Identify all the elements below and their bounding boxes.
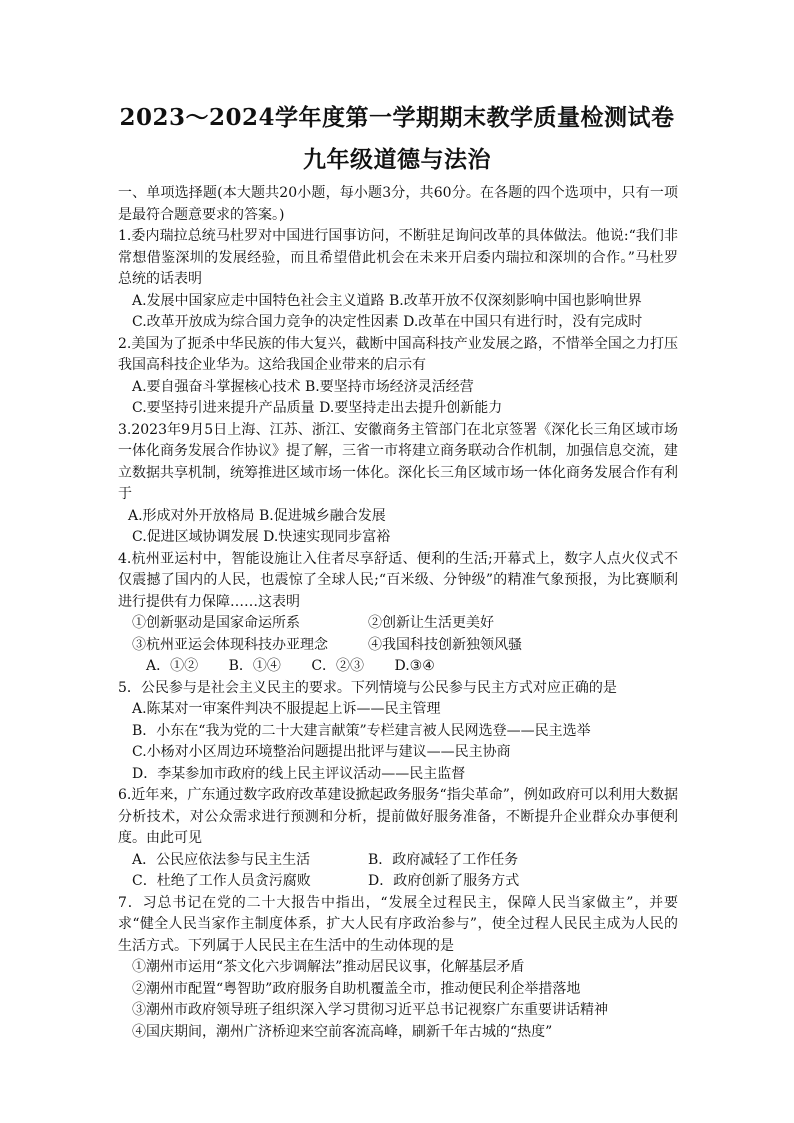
option-ab: A.发展中国家应走中国特色社会主义道路 B.改革开放不仅深刻影响中国也影响世界: [132, 292, 642, 309]
answer-choices: [118, 656, 678, 678]
option-a: A．公民应依法参与民主生活: [132, 851, 311, 868]
question-stem: 1.委内瑞拉总统马杜罗对中国进行国事访问，不断驻足询问改革的具体做法。他说:“我们非常想借鉴深圳的发展经验，而且希望借此机会在未来开启委内瑞拉和深圳的合作。”马杜罗总统的话表明: [118, 228, 678, 287]
option-cd: C.改革开放成为综合国力竞争的决定性因素 D.改革在中国只有进行时，没有完成时: [132, 314, 643, 330]
statement-3: ③潮州市政府领导班子组织深入学习贯彻习近平总书记视察广东重要讲话精神: [132, 1002, 608, 1018]
statement-4: ④国庆期间，潮州广济桥迎来空前客流高峰，刷新千年古城的“热度”: [132, 1023, 553, 1040]
option-b: B．政府减轻了工作任务: [368, 851, 519, 868]
question-7: [118, 893, 678, 1044]
question-5: [118, 678, 678, 786]
choice-c: C．②③: [311, 658, 365, 674]
option-b: B．小东在“我为党的二十大建言献策”专栏建言被人民网选登——民主选举: [132, 722, 591, 739]
statement-row: [118, 635, 678, 657]
statement: ②创新让生活更美好: [368, 615, 494, 631]
option-d: D．政府创新了服务方式: [368, 873, 520, 889]
choice-a: A．①②: [146, 658, 199, 674]
statement-row: [118, 613, 678, 635]
option-row: [118, 850, 678, 872]
question-4: [118, 549, 678, 678]
statement: ④我国科技创新独领风骚: [368, 636, 522, 653]
exam-body: [118, 183, 678, 1043]
question-stem: 6.近年来，广东通过数字政府改革建设掀起政务服务“指尖革命”，例如政府可以利用大数据分析技术，对公众需求进行预测和分析，提前做好服务准备，不断提升企业群众办事便利度。由此可见: [118, 787, 678, 846]
statement-2: ②潮州市配置“粤智助”政府服务自助机覆盖全市，推动便民利企举措落地: [132, 980, 581, 997]
question-2: [118, 334, 678, 420]
option-c: C.小杨对小区周边环境整治问题提出批评与建议——民主协商: [132, 744, 511, 760]
option-cd: C.要坚持引进来提升产品质量 D.要坚持走出去提升创新能力: [132, 400, 503, 416]
question-3: [118, 420, 678, 549]
option-c: C．杜绝了工作人员贪污腐败: [132, 873, 311, 889]
exam-title: 2023～2024学年度第一学期期末教学质量检测试卷: [119, 104, 675, 131]
question-stem: 7．习总书记在党的二十大报告中指出，“发展全过程民主，保障人民当家做主”，并要求“健全人民当家作主制度体系，扩大人民有序政治参与”，使全过程人民民主成为人民的生活方式。下列属于人民民主在生活中的生动体现的是: [118, 894, 678, 954]
question-stem: 4.杭州亚运村中，智能设施让入住者尽享舒适、便利的生活;开幕式上，数字人点火仪式不仅震撼了国内的人民，也震惊了全球人民;“百米级、分钟级”的精准气象预报，为比赛顺利进行提供有力保障……这表明: [118, 550, 678, 610]
option-a: A.陈某对一审案件判决不服提起上诉——民主管理: [132, 701, 441, 717]
option-ab: A.要自强奋斗掌握核心技术 B.要坚持市场经济灵活经营: [132, 378, 474, 395]
question-1: [118, 226, 678, 334]
statement: ③杭州亚运会体现科技办亚理念: [132, 636, 328, 653]
question-stem: 2.美国为了扼杀中华民族的伟大复兴，截断中国高科技产业发展之路，不惜举全国之力打压我国高科技企业华为。这给我国企业带来的启示有: [118, 335, 678, 373]
option-ab: A.形成对外开放格局 B.促进城乡融合发展: [128, 507, 386, 524]
question-stem: 3.2023年9月5日上海、江苏、浙江、安徽商务主管部门在北京签署《深化长三角区域市场一体化商务发展合作协议》提了解，三省一市将建立商务联动合作机制，加强信息交流，建立数据共享机制，统筹推进区域市场一体化。深化长三角区域市场一体化商务发展合作有利于: [118, 421, 678, 502]
option-cd: C.促进区域协调发展 D.快速实现同步富裕: [132, 529, 391, 545]
option-d: D．李某参加市政府的线上民主评议活动——民主监督: [132, 765, 466, 782]
statement: ①创新驱动是国家命运所系: [132, 615, 300, 631]
question-stem: 5．公民参与是社会主义民主的要求。下列情境与公民参与民主方式对应正确的是: [118, 679, 617, 696]
exam-subject: 九年级道德与法治: [303, 146, 491, 173]
question-6: [118, 785, 678, 893]
statement-1: ①潮州市运用“茶文化六步调解法”推动居民议事，化解基层矛盾: [132, 959, 525, 975]
choice-d: D.③④: [394, 658, 435, 674]
choice-b: B．①④: [228, 658, 281, 674]
section-heading: 一、单项选择题(本大题共20小题，每小题3分，共60分。在各题的四个选项中，只有一项是最符合题意要求的答案。): [118, 185, 678, 223]
option-row: [118, 871, 678, 893]
